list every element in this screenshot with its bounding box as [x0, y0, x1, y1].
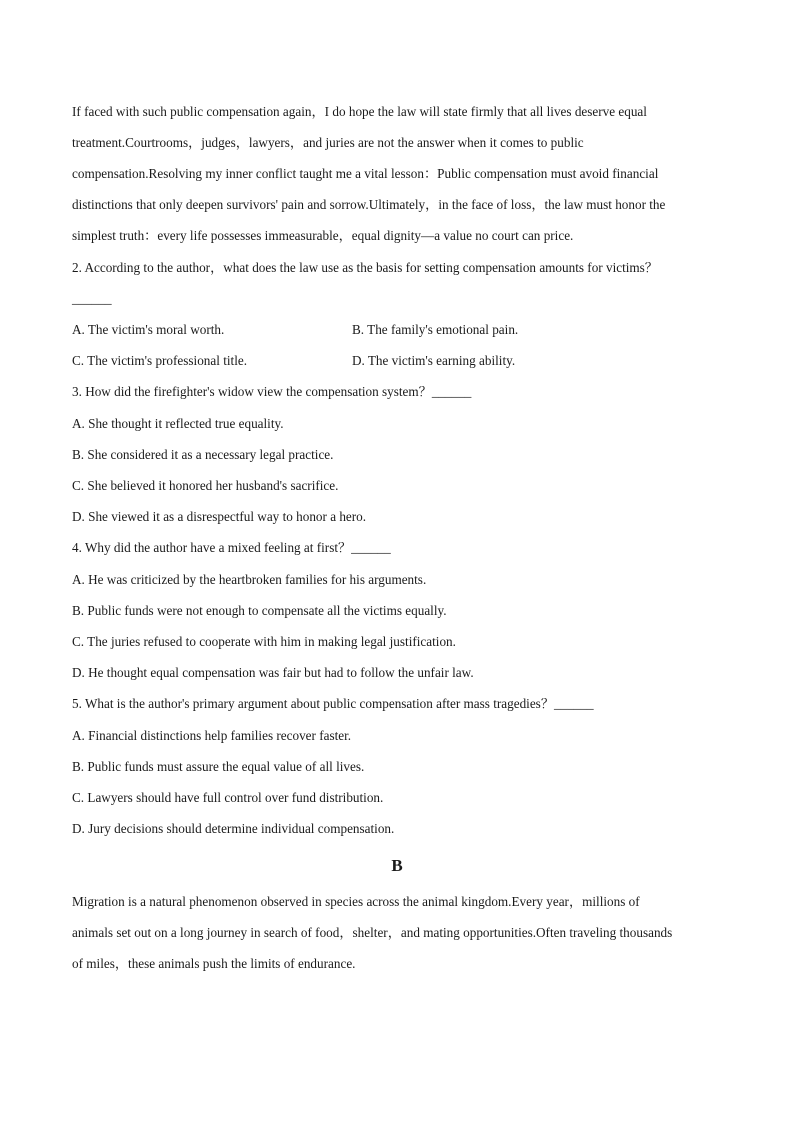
question-2-option-a: A. The victim's moral worth. [72, 322, 225, 337]
question-4-option-c: C. The juries refused to cooperate with him in making legal justification. [72, 634, 456, 649]
question-2-stem: 2. According to the author，what does the law use as the basis for setting compensation amounts for victims？ [72, 260, 658, 275]
passage-a-line: simplest truth：every life possesses immeasurable，equal dignity—a value no court can price. [72, 228, 574, 243]
section-b-heading: B [391, 856, 403, 875]
passage-a-line: treatment.Courtrooms，judges，lawyers，and juries are not the answer when it comes to public [72, 135, 584, 150]
passage-b-line: Migration is a natural phenomenon observed in species across the animal kingdom.Every year，millions of [72, 894, 640, 909]
passage-a-line: compensation.Resolving my inner conflict taught me a vital lesson：Public compensation must avoid financial [72, 166, 659, 181]
question-3-option-a: A. She thought it reflected true equality. [72, 416, 284, 431]
question-5-option-c: C. Lawyers should have full control over fund distribution. [72, 790, 384, 805]
question-2-option-d: D. The victim's earning ability. [352, 353, 516, 368]
question-2-option-b: B. The family's emotional pain. [352, 322, 519, 337]
question-2-option-c: C. The victim's professional title. [72, 353, 248, 368]
question-4-stem: 4. Why did the author have a mixed feeling at first？______ [72, 540, 391, 555]
question-5-option-b: B. Public funds must assure the equal value of all lives. [72, 759, 365, 774]
passage-b-line: animals set out on a long journey in search of food，shelter，and mating opportunities.Often traveling thousands [72, 925, 673, 940]
question-5-stem: 5. What is the author's primary argument about public compensation after mass tragedies？______ [72, 696, 594, 711]
passage-a-line: If faced with such public compensation again，I do hope the law will state firmly that all lives deserve equal [72, 104, 647, 119]
passage-a-line: distinctions that only deepen survivors' pain and sorrow.Ultimately，in the face of loss，the law must honor the [72, 197, 666, 212]
passage-b-line: of miles，these animals push the limits of endurance. [72, 956, 356, 971]
question-3-stem: 3. How did the firefighter's widow view the compensation system？______ [72, 384, 472, 399]
question-5-option-d: D. Jury decisions should determine individual compensation. [72, 821, 395, 836]
question-4-option-a: A. He was criticized by the heartbroken families for his arguments. [72, 572, 427, 587]
question-3-option-d: D. She viewed it as a disrespectful way to honor a hero. [72, 509, 367, 524]
question-3-option-c: C. She believed it honored her husband's sacrifice. [72, 478, 339, 493]
question-3-option-b: B. She considered it as a necessary legal practice. [72, 447, 334, 462]
question-4-option-b: B. Public funds were not enough to compensate all the victims equally. [72, 603, 447, 618]
question-5-option-a: A. Financial distinctions help families recover faster. [72, 728, 352, 743]
question-4-option-d: D. He thought equal compensation was fair but had to follow the unfair law. [72, 665, 474, 680]
question-2-blank: ______ [72, 291, 112, 306]
